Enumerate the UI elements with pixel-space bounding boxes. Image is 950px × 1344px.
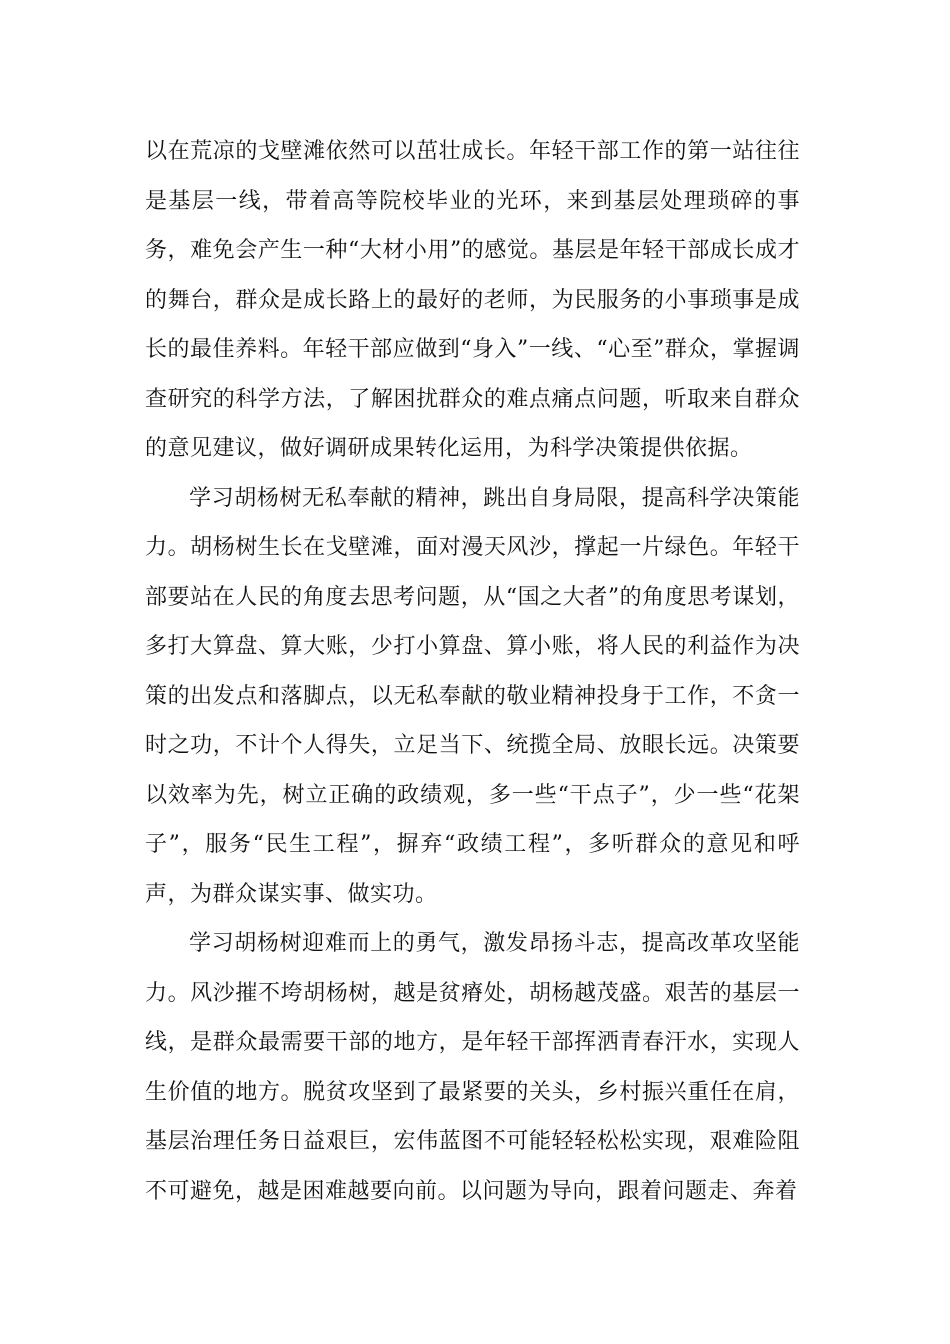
paragraph-selfless-dedication: 学习胡杨树无私奉献的精神，跳出自身局限，提高科学决策能力。胡杨树生长在戈壁滩，面对漫天风沙，撑起一片绿色。年轻干部要站在人民的角度去思考问题，从“国之大者”的角度思考谋划，多打大算盘、算大账，少打小算盘、算小账，将人民的利益作为决策的出发点和落脚点，以无私奉献的敬业精神投身于工作，不贪一时之功，不计个人得失，立足当下、统揽全局、放眼长远。决策要以效率为先，树立正确的政绩观，多一些“干点子”，少一些“花架子”，服务“民生工程”，摒弃“政绩工程”，多听群众的意见和呼声，为群众谋实事、做实功。 <box>145 485 800 907</box>
paragraph-courage: 学习胡杨树迎难而上的勇气，激发昂扬斗志，提高改革攻坚能力。风沙摧不垮胡杨树，越是贫瘠处，胡杨越茂盛。艰苦的基层一线，是群众最需要干部的地方，是年轻干部挥洒青春汗水，实现人生价值的地方。脱贫攻坚到了最紧要的关头，乡村振兴重任在肩，基层治理任务日益艰巨，宏伟蓝图不可能轻轻松松实现，艰难险阻不可避免，越是困难越要向前。以问题为导向，跟着问题走、奔着 <box>145 931 800 1204</box>
document-body <box>145 127 800 1216</box>
paragraph-continued: 以在荒凉的戈壁滩依然可以茁壮成长。年轻干部工作的第一站往往是基层一线，带着高等院校毕业的光环，来到基层处理琐碎的事务，难免会产生一种“大材小用”的感觉。基层是年轻干部成长成才的舞台，群众是成长路上的最好的老师，为民服务的小事琐事是成长的最佳养料。年轻干部应做到“身入”一线、“心至”群众，掌握调查研究的科学方法，了解困扰群众的难点痛点问题，听取来自群众的意见建议，做好调研成果转化运用，为科学决策提供依据。 <box>145 139 800 461</box>
